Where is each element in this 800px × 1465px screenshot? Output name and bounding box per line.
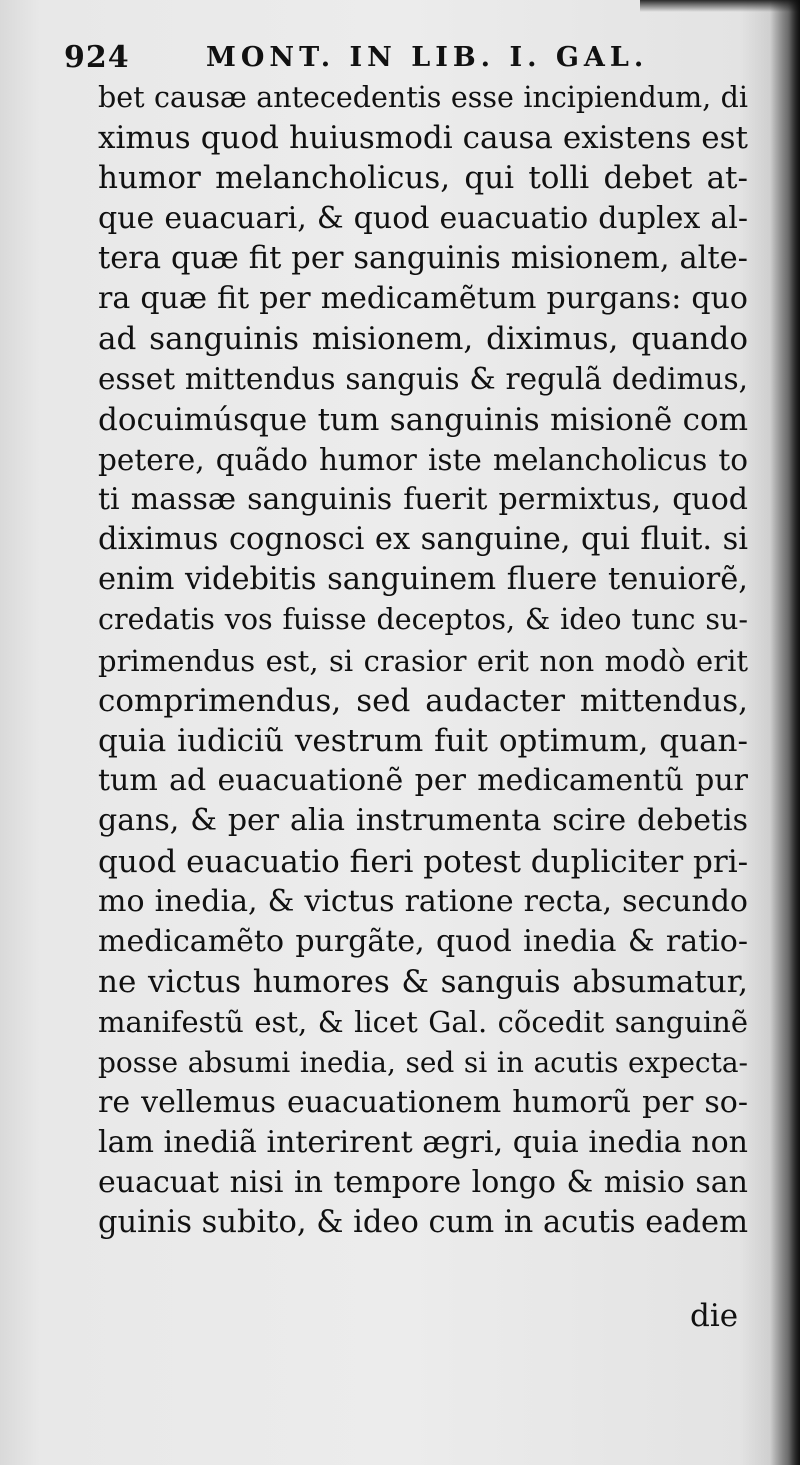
text-line: credatis vos fuisse deceptos, & ideo tunc su- [98, 603, 748, 637]
text-line: quod euacuatio fieri potest dupliciter pri- [98, 843, 749, 880]
text-line: docuimúsque tum sanguinis misionẽ com [98, 401, 748, 438]
text-line: esset mittendus sanguis & regulã dedimus, [98, 362, 748, 397]
text-line: petere, quãdo humor iste melancholicus to [98, 442, 748, 477]
text-line: re vellemus euacuationem humorũ per so- [98, 1084, 748, 1120]
text-line: enim videbitis sanguinem fluere tenuiorẽ, [98, 562, 748, 598]
text-line: ra quæ fit per medicamẽtum purgans: quo [98, 280, 748, 316]
text-line: tera quæ fit per sanguinis misionem, alte- [98, 240, 748, 276]
text-line: humor melancholicus, qui tolli debet at- [98, 160, 748, 197]
page-header [64, 34, 654, 84]
text-line: comprimendus, sed audacter mittendus, [98, 682, 748, 719]
text-line: medicamẽto purgãte, quod inedia & ratio- [98, 923, 748, 959]
running-head: MONT. IN LIB. I. GAL. [206, 42, 649, 73]
text-line: gans, & per alia instrumenta scire debetis [98, 803, 748, 839]
text-line: ximus quod huiusmodi causa existens est [98, 120, 748, 157]
text-line: tum ad euacuationẽ per medicamentũ pur [98, 763, 748, 799]
text-line: ti massæ sanguinis fuerit permixtus, quod [98, 481, 748, 517]
text-line: bet causæ antecedentis esse incipiendum, di [98, 81, 748, 114]
text-line: primendus est, si crasior erit non modò erit [98, 643, 748, 678]
text-line: que euacuari, & quod euacuatio duplex al- [98, 200, 748, 236]
page-edge-shadow [770, 0, 800, 1465]
body-text [98, 78, 748, 1243]
text-line: lam inediã interirent ægri, quia inedia non [98, 1124, 748, 1160]
text-line: manifestũ est, & licet Gal. cõcedit sanguinẽ [98, 1005, 748, 1040]
text-line: ad sanguinis misionem, diximus, quando [98, 321, 748, 358]
text-line: ne victus humores & sanguis absumatur, [98, 964, 748, 1001]
text-line: diximus cognosci ex sanguine, qui fluit. si [98, 522, 748, 558]
page-number: 924 [64, 40, 130, 75]
text-line: guinis subito, & ideo cum in acutis eadem [98, 1205, 748, 1241]
text-line: posse absumi inedia, sed si in acutis expecta- [98, 1045, 748, 1079]
text-line: euacuat nisi in tempore longo & misio san [98, 1165, 748, 1201]
text-line: quia iudiciũ vestrum fuit optimum, quan- [98, 723, 748, 759]
text-line: mo inedia, & victus ratione recta, secundo [98, 883, 748, 919]
catchword: die [690, 1298, 739, 1334]
